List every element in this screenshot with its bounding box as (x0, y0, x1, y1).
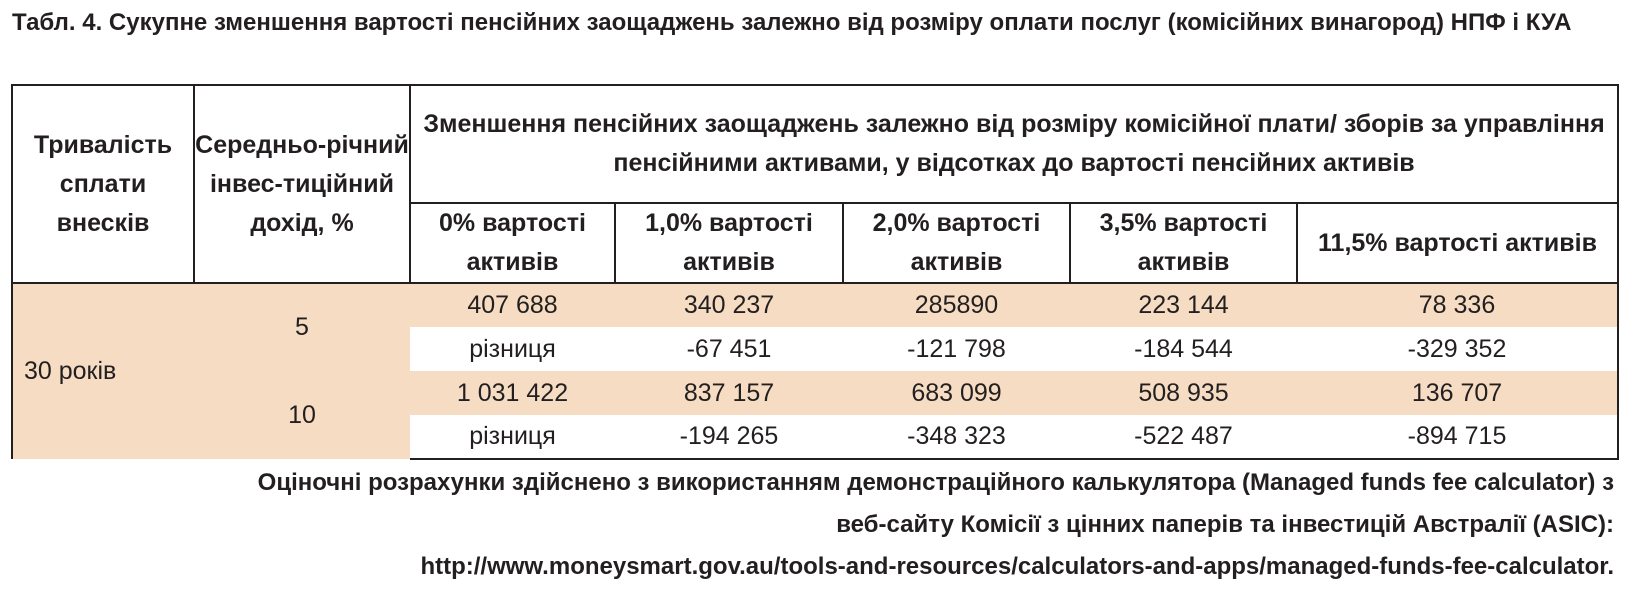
value-cell: 407 688 (410, 283, 615, 327)
value-cell: 285890 (843, 283, 1070, 327)
value-cell: 340 237 (615, 283, 843, 327)
header-fee-3: 3,5% вартості активів (1070, 203, 1297, 283)
header-fee-4: 11,5% вартості активів (1297, 203, 1618, 283)
source-note-line: веб-сайту Комісії з цінних паперів та інвестицій Австралії (ASIC): (836, 511, 1614, 538)
difference-label: різниця (410, 327, 615, 371)
table-row (12, 283, 1618, 327)
difference-cell: -194 265 (615, 415, 843, 459)
value-cell: 223 144 (1070, 283, 1297, 327)
table-title: Табл. 4. Сукупне зменшення вартості пенсійних заощаджень залежно від розміру оплати послуг (комісійних винагород) НПФ і КУА (12, 9, 1572, 36)
value-cell: 683 099 (843, 371, 1070, 415)
value-cell: 78 336 (1297, 283, 1618, 327)
header-reduction-group: Зменшення пенсійних заощаджень залежно від розміру комісійної плати/ зборів за управління пенсійними активами, у відсотках до вартості пенсійних активів (410, 85, 1618, 203)
value-cell: 136 707 (1297, 371, 1618, 415)
duration-cell: 30 років (12, 283, 194, 459)
table-row (12, 371, 1618, 415)
difference-cell: -329 352 (1297, 327, 1618, 371)
header-fee-0: 0% вартості активів (410, 203, 615, 283)
header-duration: Тривалість сплати внесків (12, 85, 194, 283)
pension-savings-table (11, 84, 1619, 460)
source-url: http://www.moneysmart.gov.au/tools-and-resources/calculators-and-apps/managed-funds-fee-calculator. (420, 553, 1614, 580)
value-cell: 837 157 (615, 371, 843, 415)
source-note (14, 462, 1614, 588)
header-fee-2: 2,0% вартості активів (843, 203, 1070, 283)
difference-cell: -121 798 (843, 327, 1070, 371)
yield-cell: 5 (194, 283, 410, 371)
header-fee-1: 1,0% вартості активів (615, 203, 843, 283)
header-yield: Середньо-річний інвес-тиційний дохід, % (194, 85, 410, 283)
difference-cell: -522 487 (1070, 415, 1297, 459)
value-cell: 1 031 422 (410, 371, 615, 415)
difference-label: різниця (410, 415, 615, 459)
value-cell: 508 935 (1070, 371, 1297, 415)
difference-cell: -894 715 (1297, 415, 1618, 459)
yield-cell: 10 (194, 371, 410, 459)
source-note-line: Оціночні розрахунки здійснено з використанням демонстраційного калькулятора (Managed funds fee calculator) з (257, 469, 1614, 496)
difference-cell: -67 451 (615, 327, 843, 371)
difference-cell: -184 544 (1070, 327, 1297, 371)
difference-cell: -348 323 (843, 415, 1070, 459)
